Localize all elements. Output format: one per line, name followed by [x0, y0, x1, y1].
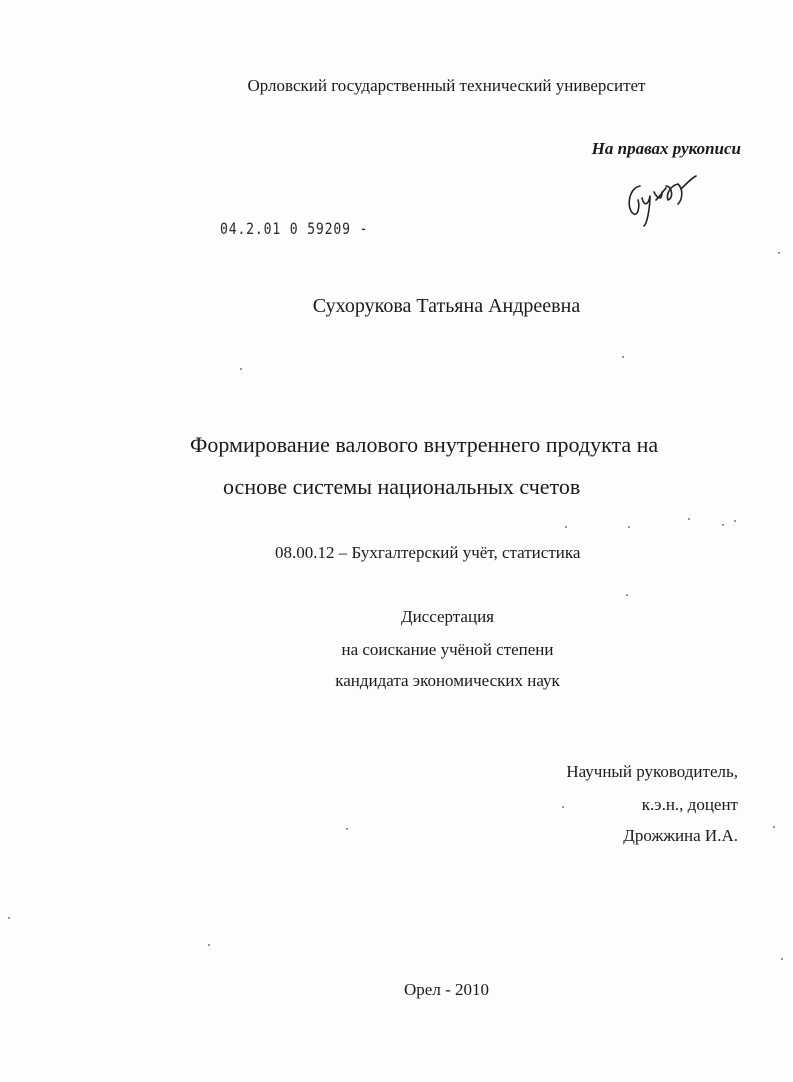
scan-speck [8, 917, 10, 919]
city-year: Орел - 2010 [404, 980, 489, 999]
scan-speck [562, 806, 564, 808]
signature-icon [622, 170, 702, 230]
registration-stamp-number: 04.2.01 0 59209 - [220, 219, 369, 238]
supervisor-name: Дрожжина И.А. [623, 826, 738, 845]
scan-speck [346, 828, 348, 830]
scan-speck [781, 958, 783, 960]
supervisor-label: Научный руководитель, [566, 762, 738, 781]
scan-speck [722, 524, 724, 526]
degree-name: кандидата экономических наук [335, 671, 560, 690]
scan-speck [778, 252, 780, 254]
university-name: Орловский государственный технический университет [247, 76, 646, 95]
scan-speck [734, 520, 736, 522]
thesis-title-line-2: основе системы национальных счетов [223, 474, 581, 499]
dissertation-label: Диссертация [400, 607, 494, 626]
author-name: Сухорукова Татьяна Андреевна [312, 295, 581, 317]
specialty-code: 08.00.12 – Бухгалтерский учёт, статистика [275, 543, 581, 562]
scan-speck [626, 594, 628, 596]
scan-speck [565, 526, 567, 528]
scan-speck [240, 368, 242, 370]
supervisor-degree: к.э.н., доцент [641, 795, 738, 814]
scan-speck [628, 526, 630, 528]
scan-speck [208, 944, 210, 946]
rights-notice: На правах рукописи [591, 139, 741, 158]
thesis-title-line-1: Формирование валового внутреннего продукта на [190, 432, 659, 457]
scan-speck [773, 826, 775, 828]
degree-purpose: на соискание учёной степени [341, 640, 554, 659]
scan-speck [622, 356, 624, 358]
scan-speck [688, 518, 690, 520]
